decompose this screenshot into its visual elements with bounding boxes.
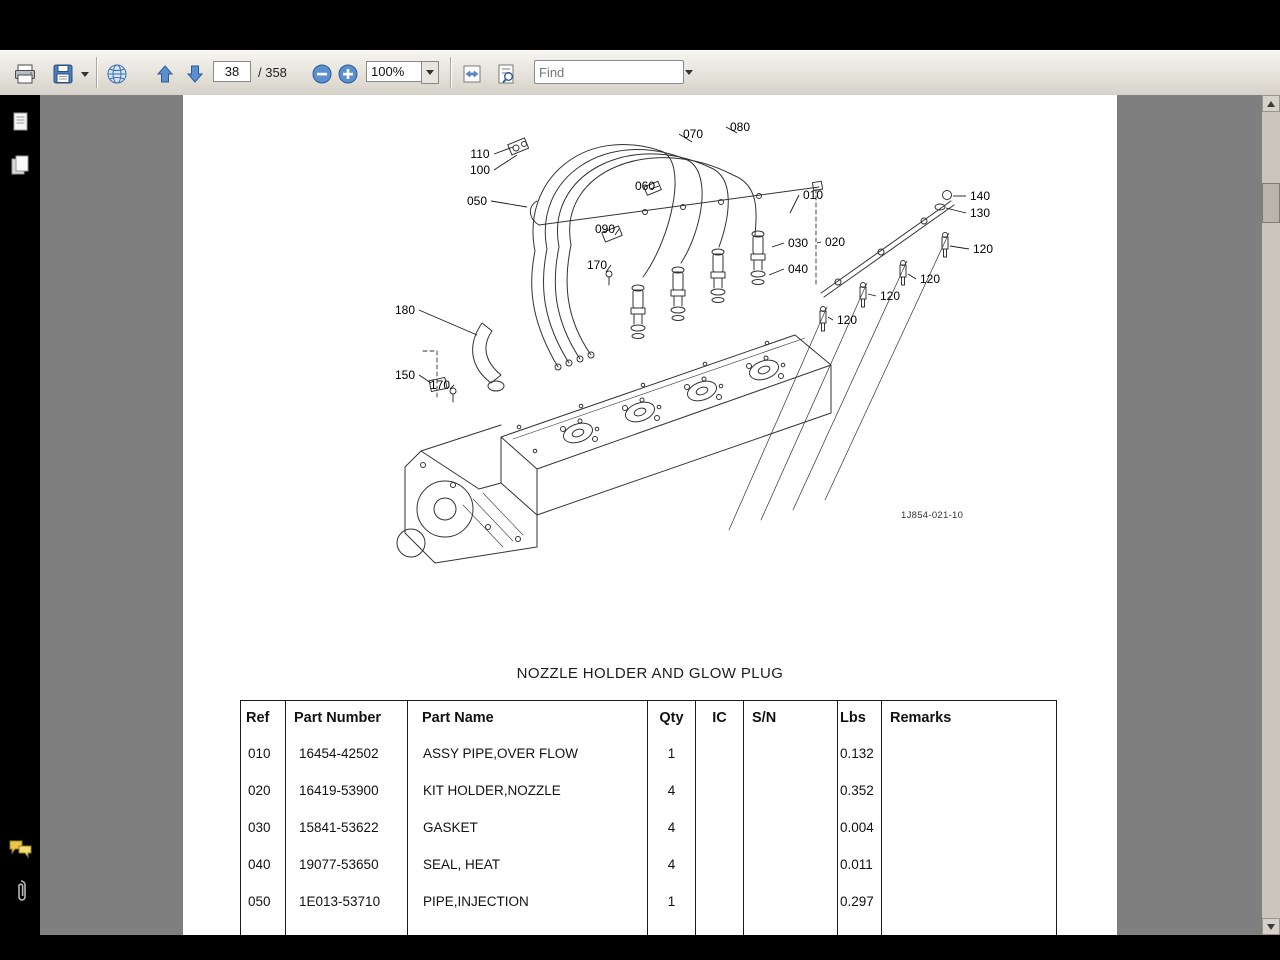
globe-icon (105, 62, 129, 86)
page-down-icon (184, 63, 206, 85)
comments-panel-icon (8, 838, 34, 860)
print-icon (13, 62, 37, 86)
callout-label: 080 (729, 120, 751, 134)
pdf-page (183, 95, 1117, 935)
zoom-in-icon (336, 62, 360, 86)
callout-label: 110 (470, 147, 490, 161)
table-body (241, 735, 1057, 935)
callout-label: 130 (969, 206, 991, 220)
callout-label: 100 (469, 163, 491, 177)
export-icon (51, 62, 75, 86)
callout-leader-lines (419, 127, 969, 389)
table-row: 030 15841-53622 GASKET 4 0.004 (241, 809, 1057, 846)
vertical-scrollbar[interactable] (1262, 95, 1280, 935)
callout-label: 120 (836, 313, 858, 327)
zoom-out-button[interactable] (308, 56, 336, 91)
previous-page-button[interactable] (148, 56, 182, 91)
column-header: Ref (246, 710, 270, 726)
page-number-input[interactable] (213, 61, 251, 82)
export-menu-button[interactable] (78, 65, 92, 83)
scrollbar-thumb[interactable] (1262, 183, 1280, 223)
callout-label: 010 (802, 188, 824, 202)
callout-label: 170 (586, 258, 608, 272)
export-button[interactable] (46, 56, 80, 91)
column-header: Remarks (882, 701, 1057, 736)
column-header: S/N (744, 701, 838, 736)
column-header: IC (696, 701, 744, 736)
scroll-down-icon (1267, 924, 1275, 930)
zoom-out-icon (310, 62, 334, 86)
callout-label: 140 (969, 189, 991, 203)
web-tool-button[interactable] (100, 56, 134, 91)
chevron-down-icon (685, 70, 693, 75)
bookmarks-panel-icon (10, 154, 32, 178)
callout-label: 120 (919, 272, 941, 286)
chevron-down-icon (81, 72, 89, 77)
page-title: NOZZLE HOLDER AND GLOW PLUG (516, 665, 784, 682)
table-row: 010 16454-42502 ASSY PIPE,OVER FLOW 1 0.132 (241, 735, 1057, 772)
callout-label: 030 (787, 236, 809, 250)
callout-label: 120 (879, 289, 901, 303)
next-page-button[interactable] (178, 56, 212, 91)
page-count-label: / 358 (258, 65, 287, 80)
fit-width-icon (460, 62, 484, 86)
chevron-down-icon (426, 70, 434, 75)
toolbar (0, 50, 1280, 96)
callout-label: 090 (594, 222, 616, 236)
diagram-stamp: 1J854-021-10 (901, 510, 964, 521)
navigation-panel (0, 95, 40, 935)
callout-label: 040 (787, 262, 809, 276)
callout-label: 170 (429, 378, 451, 392)
callout-label: 020 (824, 235, 846, 249)
callout-label: 120 (972, 242, 994, 256)
table-row: 040 19077-53650 SEAL, HEAT 4 0.011 (241, 846, 1057, 883)
find-menu-button[interactable] (681, 60, 696, 84)
callout-label: 070 (682, 127, 704, 141)
toolbar-separator (96, 57, 97, 88)
table-header-row (241, 701, 1057, 736)
comments-panel-button[interactable] (8, 835, 34, 863)
zoom-menu-button[interactable] (421, 61, 439, 84)
callout-label: 180 (394, 303, 416, 317)
scroll-up-button[interactable] (1262, 95, 1280, 112)
zoom-in-button[interactable] (334, 56, 362, 91)
callout-label: 150 (394, 368, 416, 382)
fit-page-icon (494, 62, 518, 86)
column-header: Lbs (838, 701, 882, 736)
table-row: 020 16419-53900 KIT HOLDER,NOZZLE 4 0.352 (241, 772, 1057, 809)
scroll-down-button[interactable] (1262, 918, 1280, 935)
pages-panel-icon (11, 111, 31, 135)
column-header: Qty (648, 701, 696, 736)
toolbar-separator (450, 57, 451, 88)
fit-width-button[interactable] (455, 56, 489, 91)
print-button[interactable] (8, 56, 42, 91)
scroll-up-icon (1267, 101, 1275, 107)
callout-label: 060 (634, 179, 656, 193)
pages-panel-button[interactable] (8, 109, 34, 137)
find-input[interactable] (534, 60, 684, 84)
document-viewport (40, 95, 1280, 935)
callout-label: 050 (466, 194, 488, 208)
column-header: Part Name (408, 701, 648, 736)
attachments-panel-icon (12, 878, 30, 904)
bookmarks-panel-button[interactable] (8, 152, 34, 180)
column-header: Part Number (286, 701, 408, 736)
page-up-icon (154, 63, 176, 85)
parts-table (240, 700, 1057, 935)
fit-page-button[interactable] (489, 56, 523, 91)
attachments-panel-button[interactable] (8, 877, 34, 905)
zoom-level-input[interactable] (366, 61, 424, 82)
table-row: 050 1E013-53710 PIPE,INJECTION 1 0.297 (241, 883, 1057, 920)
